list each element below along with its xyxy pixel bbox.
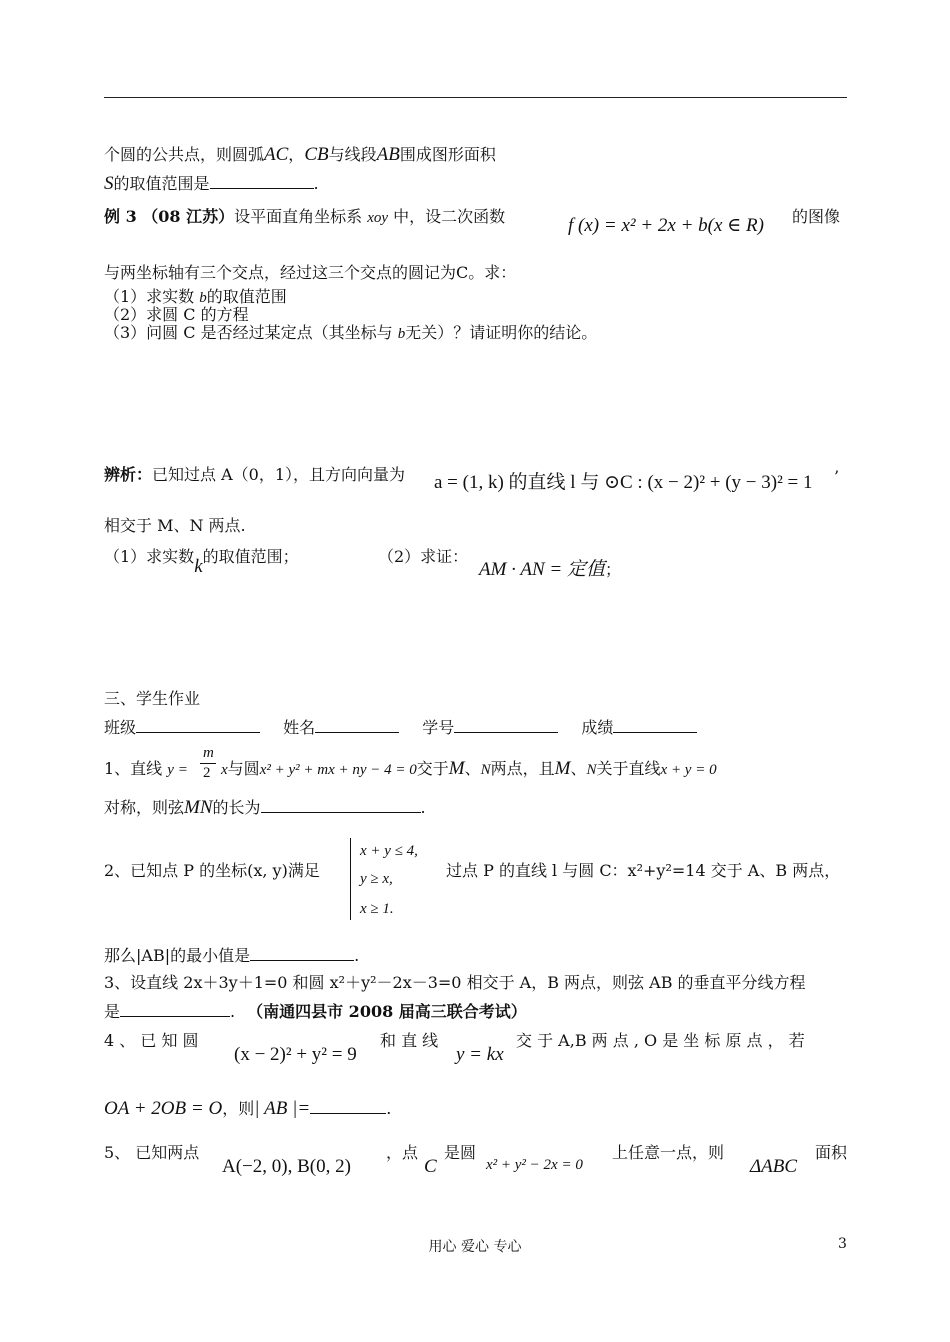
ex3-tail: 的图像 [792, 207, 841, 226]
problem-1-frac-bar [200, 763, 216, 764]
problem-3-line2: 是 . （南通四县市 2008 届高三联合考试） [104, 1002, 527, 1021]
name-blank[interactable] [315, 716, 399, 733]
problem-5-eq2: x² + y² − 2x = 0 [486, 1157, 583, 1173]
bianxi-line2: 相交于 M、N 两点. [104, 516, 246, 535]
header-rule [104, 97, 847, 98]
class-blank[interactable] [136, 716, 260, 733]
problem-4-eq2: y = kx [456, 1044, 504, 1065]
problem-5-text-e: 面积 [815, 1143, 848, 1162]
system-ineq-3: x ≥ 1. [360, 901, 394, 917]
problem-5-text-c: 是圆 [444, 1143, 477, 1162]
problem-5-eq1: A(−2, 0), B(0, 2) [222, 1156, 351, 1177]
problem-1-cont: x与圆x² + y² + mx + ny − 4 = 0交于M、N两点，且M、N关于直线x + y = 0 [221, 758, 717, 779]
system-brace [350, 838, 351, 920]
problem-4-eq1: (x − 2)² + y² = 9 [234, 1044, 357, 1065]
problem-4-line2: OA + 2OB = O，则| AB |= . [104, 1098, 392, 1119]
problem-5-eq3: ΔABC [750, 1156, 798, 1177]
problem-5-C: C [424, 1156, 437, 1177]
example-3-heading: 例 3 （08 江苏） [104, 207, 235, 226]
problem-3-source: （南通四县市 2008 届高三联合考试） [247, 1002, 527, 1021]
bianxi-question-1: （1）求实数k的取值范围； [104, 547, 299, 577]
bianxi-formula: a = (1, k) 的直线 l 与 ⊙C : (x − 2)² + (y − 3)² = 1 [434, 472, 813, 493]
problem-1-line: 1、直线 y = [104, 759, 188, 778]
bianxi-question-2-label: （2）求证： [378, 547, 469, 566]
problem-2-line2: 那么|AB|的最小值是 . [104, 946, 360, 965]
bianxi-line: 辨析：已知过点 A（0，1），且方向向量为 [104, 465, 406, 484]
ex3-formula: f (x) = x² + 2x + b(x ∈ R) [568, 215, 764, 236]
section-3-title: 三、学生作业 [104, 689, 201, 708]
problem-2-cont: 过点 P 的直线 l 与圆 C：x²+y²=14 交于 A、B 两点， [446, 861, 841, 880]
problem-1-frac-den: 2 [203, 765, 211, 781]
ex3-question-1: （1）求实数 b的取值范围 [104, 287, 287, 306]
ex3-line2: 与两坐标轴有三个交点，经过这三个交点的圆记为C。求： [104, 263, 517, 282]
problem-4-text-b: 和 直 线 [380, 1031, 439, 1050]
bianxi-heading: 辨析： [104, 465, 153, 484]
system-ineq-1: x + y ≤ 4, [360, 843, 418, 859]
problem-4-line: 4 、 已 知 圆 [104, 1031, 199, 1050]
text-line-arc: 个圆的公共点，则圆弧AC，CB与线段AB围成图形面积 [104, 144, 496, 165]
id-blank[interactable] [454, 716, 558, 733]
page-footer: 用心 爱心 专心 [428, 1239, 522, 1255]
example-3-line: 例 3 （08 江苏）设平面直角坐标系 xoy 中，设二次函数 [104, 207, 506, 226]
problem-3-line: 3、设直线 2x＋3y＋1=0 和圆 x²＋y²－2x－3=0 相交于 A，B 两点，则弦 AB 的垂直平分线方程 [104, 973, 806, 992]
student-info-row: 班级 姓名 学号 成绩 [104, 716, 697, 739]
problem-2-line: 2、已知点 P 的坐标(x, y)满足 [104, 861, 320, 880]
score-blank[interactable] [613, 716, 697, 733]
problem-1-line2: 对称，则弦MN的长为 . [104, 797, 426, 818]
problem-4-text-c: 交 于 A,B 两 点 , O 是 坐 标 原 点 ， 若 [516, 1031, 805, 1050]
system-ineq-2: y ≥ x, [360, 871, 393, 887]
ex3-question-3: （3）问圆 C 是否经过某定点（其坐标与 b无关）？请证明你的结论。 [104, 323, 598, 342]
problem-5-text-b: ，点 [386, 1143, 419, 1162]
text-line-range: S的取值范围是 . [104, 173, 319, 194]
bianxi-question-2: AM · AN = 定值； [479, 559, 621, 580]
ex3-question-2: （2）求圆 C 的方程 [104, 305, 249, 324]
bianxi-mark: ’ [834, 467, 840, 486]
page-number: 3 [838, 1236, 847, 1252]
problem-5-text-d: 上任意一点，则 [612, 1143, 725, 1162]
problem-1-frac-num: m [203, 745, 214, 761]
problem-5-line: 5、 已知两点 [104, 1143, 200, 1162]
